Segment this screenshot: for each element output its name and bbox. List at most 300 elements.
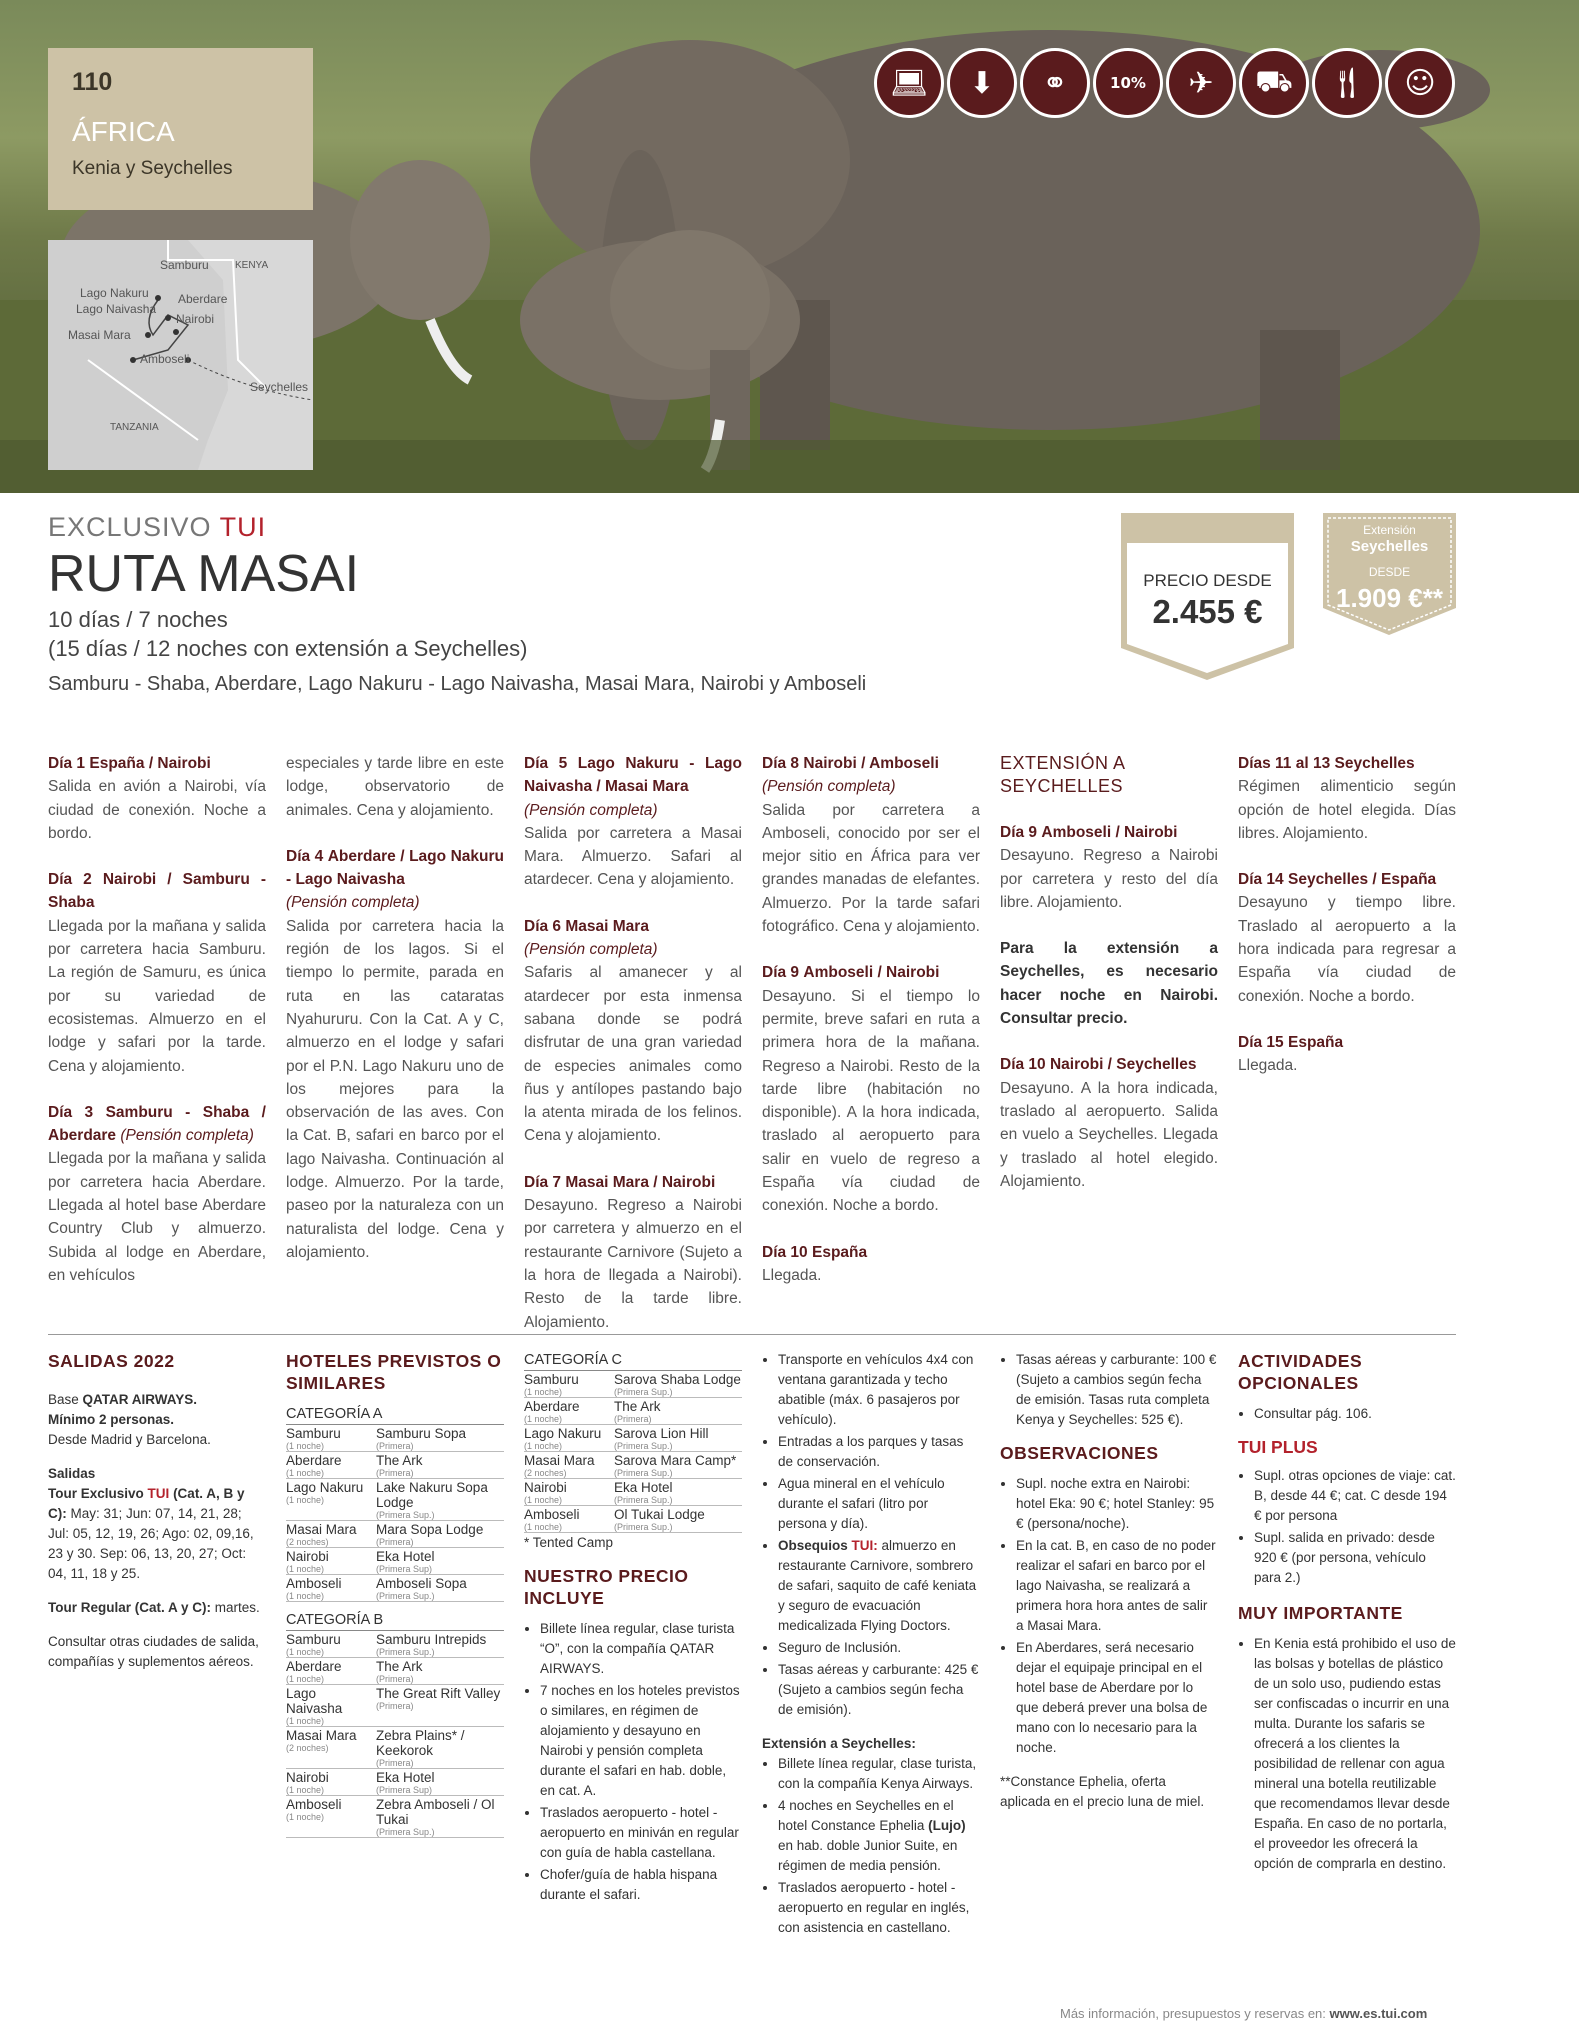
location-name: Samburu bbox=[524, 1372, 579, 1387]
board-type: (Pensión completa) bbox=[286, 894, 420, 912]
hotel-name-cell bbox=[376, 1479, 504, 1521]
day-heading: Día 2 bbox=[48, 871, 92, 889]
hotel-category: (Primera Sup.) bbox=[614, 1495, 673, 1505]
price-label: PRECIO DESDE bbox=[1143, 571, 1272, 590]
includes-list-3 bbox=[762, 1536, 980, 1636]
hotel-name: Lake Nakuru Sopa Lodge bbox=[376, 1480, 488, 1510]
important-list bbox=[1238, 1634, 1456, 1874]
hotel-name: The Ark bbox=[376, 1453, 423, 1468]
hotel-row bbox=[524, 1425, 742, 1452]
subregion-label: Kenia y Seychelles bbox=[72, 158, 233, 179]
ext-price-value: 1.909 €** bbox=[1336, 583, 1443, 613]
hotel-row bbox=[524, 1506, 742, 1533]
nights: (1 noche) bbox=[286, 1785, 325, 1795]
day-heading: Día 15 bbox=[1238, 1033, 1284, 1051]
board-type: (Pensión completa) bbox=[524, 941, 658, 959]
hotel-name: Mara Sopa Lodge bbox=[376, 1522, 484, 1537]
list-item: • Agua mineral en el vehículo durante el safari (litro por persona y día). bbox=[778, 1474, 980, 1534]
hotel-location bbox=[286, 1575, 376, 1602]
exclusive-label bbox=[48, 512, 266, 543]
day-text: especiales y tarde libre en este lodge, observatorio de animales. Cena y alojamiento. bbox=[286, 755, 504, 819]
hotel-name: Zebra Amboseli / Ol Tukai bbox=[376, 1797, 495, 1827]
hotel-name-cell bbox=[376, 1769, 504, 1796]
itinerary-col-1 bbox=[48, 752, 266, 1310]
col-4-bottom bbox=[762, 1350, 980, 1940]
hotel-category: (Primera Sup.) bbox=[376, 1827, 435, 1837]
hotel-location bbox=[286, 1631, 376, 1658]
day-text: Llegada por la mañana y salida por carretera hacia Aberdare. Llegada al hotel base Aberdare Country Club y almuerzo. Subida al lodge en Aberdare, en vehículos bbox=[48, 1150, 266, 1284]
day-text: Salida por carretera a Masai Mara. Almuerzo. Safari al atardecer. Cena y alojamiento. bbox=[524, 824, 742, 889]
nights: (1 noche) bbox=[286, 1441, 325, 1451]
hotel-name: Ol Tukai Lodge bbox=[614, 1507, 705, 1522]
airline: QATAR AIRWAYS. bbox=[82, 1392, 198, 1407]
list-item: • Billete línea regular, clase turista “O”, con la compañía QATAR AIRWAYS. bbox=[540, 1619, 742, 1679]
hotel-row bbox=[286, 1796, 504, 1838]
day-title: Nairobi / Samburu - Shaba bbox=[48, 871, 266, 912]
observations-title: OBSERVACIONES bbox=[1000, 1443, 1159, 1463]
map-label: Nairobi bbox=[176, 312, 215, 326]
important-title: MUY IMPORTANTE bbox=[1238, 1603, 1403, 1623]
hotel-name: Samburu Intrepids bbox=[376, 1632, 487, 1647]
nights: (1 noche) bbox=[286, 1564, 325, 1574]
col-3-bottom bbox=[524, 1350, 742, 1907]
day-text: Salida por carretera hacia la región de los lagos. Si el tiempo lo permite, parada en ruta en las cataratas Nyahururu. Con la Cat. A y C, almuerzo en el lodge y safari por el P.N. Lago Nakuru uno de los mejores para la observación de las aves. Con la Cat. B, safari en barco por el lago Naivasha. Continuación al lodge. Almuerzo. Por la tarde, paseo por la naturaleza con un naturalista del lodge. Cena y alojamiento. bbox=[286, 917, 504, 1261]
includes-list-4 bbox=[762, 1638, 980, 1720]
day-heading: Día 8 bbox=[762, 755, 800, 772]
day-title: España / Nairobi bbox=[89, 755, 211, 772]
activities-title: ACTIVIDADES OPCIONALES bbox=[1238, 1351, 1363, 1393]
location-name: Amboseli bbox=[286, 1797, 342, 1812]
hotel-category: (Primera Sup.) bbox=[376, 1510, 435, 1520]
taxes-list bbox=[1000, 1350, 1218, 1430]
hotel-name: Sarova Shaba Lodge bbox=[614, 1372, 741, 1387]
hotel-table-c bbox=[524, 1371, 742, 1533]
hotel-category: (Primera Sup) bbox=[376, 1785, 433, 1795]
day-text: Desayuno. Regreso a Nairobi por carretera y resto del día libre. Alojamiento. bbox=[1000, 847, 1218, 911]
nights: (1 noche) bbox=[286, 1591, 325, 1601]
list-item: • Consultar pág. 106. bbox=[1254, 1404, 1456, 1424]
hotel-row bbox=[524, 1398, 742, 1425]
hotel-row bbox=[286, 1769, 504, 1796]
map-label: Aberdare bbox=[178, 292, 228, 306]
itinerary-col-2 bbox=[286, 752, 504, 1287]
hotel-name: Sarova Lion Hill bbox=[614, 1426, 709, 1441]
constance-note: **Constance Ephelia, oferta aplicada en el precio luna de miel. bbox=[1000, 1774, 1205, 1809]
hotel-name-cell bbox=[614, 1479, 742, 1506]
location-name: Samburu bbox=[286, 1426, 341, 1441]
hotel-name-cell bbox=[376, 1727, 504, 1769]
location-name: Lago Nakuru bbox=[524, 1426, 602, 1441]
activities-list bbox=[1238, 1404, 1456, 1424]
day-text: Régimen alimenticio según opción de hotel elegida. Días libres. Alojamiento. bbox=[1238, 778, 1456, 842]
gifts-brand: TUI: bbox=[851, 1538, 878, 1553]
day-text: Desayuno. Regreso a Nairobi por carretera y almuerzo en el restaurante Carnivore (Sujeto a la hora de llegada a Nairobi). Resto de la tarde libre. Alojamiento. bbox=[524, 1197, 742, 1331]
board-type: (Pensión completa) bbox=[762, 778, 896, 796]
gifts-label: Obsequios bbox=[778, 1538, 848, 1553]
footer-link[interactable]: www.es.tui.com bbox=[1329, 2006, 1428, 2021]
map-label: Seychelles bbox=[250, 380, 309, 394]
hotel-name: Amboseli Sopa bbox=[376, 1576, 467, 1591]
day-text: Llegada. bbox=[1238, 1057, 1298, 1075]
list-item: • Traslados aeropuerto - hotel - aeropuerto en regular en inglés, con asistencia en castellano. bbox=[778, 1878, 980, 1938]
day-heading: Día 10 bbox=[762, 1243, 808, 1261]
day-title: Nairobi / Amboseli bbox=[803, 755, 939, 772]
map-label: Samburu bbox=[160, 258, 209, 272]
list-item: • Supl. noche extra en Nairobi: hotel Eka: 90 €; hotel Stanley: 95 € (persona/noche). bbox=[1016, 1474, 1218, 1534]
day-title: Masai Mara bbox=[565, 917, 649, 935]
map-label: Lago Nakuru bbox=[80, 286, 149, 300]
hotel-name-cell bbox=[376, 1575, 504, 1602]
download-icon: ⬇ bbox=[947, 48, 1017, 118]
tour-label: Tour Exclusivo bbox=[48, 1486, 144, 1501]
hotel-name: The Great Rift Valley bbox=[376, 1686, 501, 1701]
base-label: Base bbox=[48, 1392, 79, 1407]
location-name: Masai Mara bbox=[286, 1522, 357, 1537]
hotel-category: (Primera Sup.) bbox=[614, 1387, 673, 1397]
hotels-section bbox=[286, 1350, 504, 1838]
day-heading: Día 7 bbox=[524, 1173, 562, 1191]
day-text: Salida en avión a Nairobi, vía ciudad de conexión. Noche a bordo. bbox=[48, 778, 266, 842]
cutlery-icon: 🍴︎ bbox=[1312, 48, 1382, 118]
day-heading: Día 6 bbox=[524, 917, 562, 935]
hotel-row bbox=[524, 1371, 742, 1398]
day-heading: Día 9 bbox=[1000, 824, 1038, 841]
gifts-text: almuerzo en restaurante Carnivore, sombrero de safari, saquito de café keniata y seguro de evacuación medicalizada Flying Doctors. bbox=[778, 1538, 977, 1633]
other-cities-note: Consultar otras ciudades de salida, compañías y suplementos aéreos. bbox=[48, 1634, 259, 1669]
nights: (1 noche) bbox=[524, 1522, 563, 1532]
list-item: • Entradas a los parques y tasas de conservación. bbox=[778, 1432, 980, 1472]
hotel-category: (Primera Sup.) bbox=[614, 1468, 673, 1478]
jeep-icon: ⛟ bbox=[1239, 48, 1309, 118]
hotel-location bbox=[286, 1479, 376, 1521]
nights: (1 noche) bbox=[524, 1495, 563, 1505]
ext-text: en hab. doble Junior Suite, en régimen de media pensión. bbox=[778, 1838, 958, 1873]
location-name: Lago Naivasha bbox=[286, 1686, 343, 1716]
hotel-location bbox=[524, 1371, 614, 1398]
list-item: • 7 noches en los hoteles previstos o similares, en régimen de alojamiento y desayuno en Nairobi y pensión completa durante el safari en hab. doble, en cat. A. bbox=[540, 1681, 742, 1801]
hotel-row bbox=[524, 1452, 742, 1479]
hotel-category: (Primera) bbox=[376, 1468, 414, 1478]
includes-title: NUESTRO PRECIO INCLUYE bbox=[524, 1566, 689, 1608]
category-b-label: CATEGORÍA B bbox=[286, 1610, 504, 1631]
map-label: Masai Mara bbox=[68, 328, 131, 342]
hotel-name: The Ark bbox=[376, 1659, 423, 1674]
hotel-location bbox=[286, 1769, 376, 1796]
tui-smile-icon: ☺ bbox=[1385, 48, 1455, 118]
day-title: España bbox=[1287, 1033, 1344, 1051]
list-item: • Tasas aéreas y carburante: 100 € (Sujeto a cambios según fecha de emisión. Tasas ruta completa Kenya y Seychelles: 525 €). bbox=[1016, 1350, 1218, 1430]
list-item: • En Kenia está prohibido el uso de las bolsas y botellas de plástico de un solo uso, pudiendo estas ser confiscadas o incurrir en una multa. Durante los safaris se ofrecerá a los clientes la posibilidad de rellenar con agua mineral una botella reutilizable que recomendamos llevar desde España. En caso de no portarla, el proveedor les ofrecerá la opción de comprarla en destino. bbox=[1254, 1634, 1456, 1874]
hotel-location bbox=[286, 1727, 376, 1769]
hotel-location bbox=[286, 1548, 376, 1575]
nights: (1 noche) bbox=[286, 1495, 325, 1505]
day-text: Safaris al amanecer y al atardecer por esta inmensa sabana donde se podrá disfrutar de una gran variedad de especies animales como ñus y antílopes pastando bajo la atenta mirada de los felinos. Cena y alojamiento. bbox=[524, 964, 742, 1145]
route: Samburu - Shaba, Aberdare, Lago Nakuru - Lago Naivasha, Masai Mara, Nairobi y Amboseli bbox=[48, 673, 867, 695]
day-text: Desayuno. A la hora indicada, traslado al aeropuerto. Salida en vuelo a Seychelles. Llegada y traslado al hotel elegido. Alojamiento. bbox=[1000, 1079, 1218, 1190]
day-text: Desayuno. Si el tiempo lo permite, breve safari en ruta a primera hora de la mañana. Regreso a Nairobi. Resto de la tarde libre (habitación no disponible). A la hora indicada, traslado al aeropuerto para salir en vuelo de regreso a España vía ciudad de conexión. Noche a bordo. bbox=[762, 987, 980, 1215]
hotel-name: The Ark bbox=[614, 1399, 661, 1414]
col-6-bottom bbox=[1238, 1350, 1456, 1876]
hotel-name-cell bbox=[376, 1796, 504, 1838]
hotel-name-cell bbox=[376, 1425, 504, 1452]
nights: (1 noche) bbox=[524, 1387, 563, 1397]
day-heading: Día 9 bbox=[762, 964, 800, 982]
list-item: • Tasas aéreas y carburante: 425 € (Sujeto a cambios según fecha de emisión). bbox=[778, 1660, 980, 1720]
day-title: España bbox=[811, 1243, 868, 1261]
includes-list-2 bbox=[762, 1350, 980, 1534]
day-heading: Día 3 bbox=[48, 1103, 94, 1121]
day-title: Nairobi / Seychelles bbox=[1049, 1056, 1197, 1074]
ext-label-2: Seychelles bbox=[1350, 538, 1429, 555]
hotel-name-cell bbox=[376, 1685, 504, 1727]
list-item bbox=[778, 1536, 980, 1636]
hotel-location bbox=[286, 1685, 376, 1727]
nights: (2 noches) bbox=[286, 1743, 329, 1753]
regular-tour-days: martes. bbox=[214, 1600, 260, 1615]
hotel-row bbox=[286, 1575, 504, 1602]
page-title: RUTA MASAI bbox=[48, 545, 360, 603]
tour-brand: TUI bbox=[147, 1486, 170, 1501]
location-name: Nairobi bbox=[524, 1480, 567, 1495]
nights: (1 noche) bbox=[286, 1674, 325, 1684]
nights: (1 noche) bbox=[286, 1468, 325, 1478]
price-value: 2.455 € bbox=[1152, 593, 1263, 630]
day-title: Lago Nakuru - Lago Naivasha / Masai Mara bbox=[524, 755, 742, 796]
location-name: Masai Mara bbox=[524, 1453, 595, 1468]
hotel-name: Eka Hotel bbox=[376, 1770, 435, 1785]
hotel-row bbox=[286, 1521, 504, 1548]
observations-list bbox=[1000, 1474, 1218, 1758]
list-item: • En la cat. B, en caso de no poder realizar el safari en barco por el lago Naivasha, se realizará a primera hora hora antes de salir a Masai Mara. bbox=[1016, 1536, 1218, 1636]
hotel-row bbox=[286, 1658, 504, 1685]
location-name: Aberdare bbox=[286, 1659, 342, 1674]
hotel-row bbox=[286, 1685, 504, 1727]
hotel-category: (Primera Sup.) bbox=[376, 1647, 435, 1657]
departure-dates: May: 31; Jun: 07, 14, 21, 28; Jul: 05, 12, 19, 26; Ago: 02, 09,16, 23 y 30. Sep: 06, 13, 20, 27; Oct: 04, 11, 18 y 25. bbox=[48, 1506, 254, 1581]
day-text: Desayuno y tiempo libre. Traslado al aeropuerto a la hora indicada para regresar a España vía ciudad de conexión. Noche a bordo. bbox=[1238, 894, 1456, 1005]
day-heading: Día 10 bbox=[1000, 1056, 1046, 1074]
itinerary-col-3 bbox=[524, 752, 742, 1357]
extension-note: Para la extensión a Seychelles, es necesario hacer noche en Nairobi. Consultar precio. bbox=[1000, 940, 1218, 1028]
footer-text: Más información, presupuestos y reservas en: bbox=[1060, 2006, 1326, 2021]
hotel-name-cell bbox=[376, 1631, 504, 1658]
discount-label: 10% bbox=[1110, 74, 1146, 92]
nights: (1 noche) bbox=[286, 1716, 325, 1726]
nights: (1 noche) bbox=[286, 1647, 325, 1657]
hotel-table-a bbox=[286, 1425, 504, 1602]
day-heading: Día 14 bbox=[1238, 871, 1284, 889]
map-label: Amboseli bbox=[140, 352, 190, 366]
hotel-category: (Primera) bbox=[376, 1701, 414, 1711]
col-5-bottom bbox=[1000, 1350, 1218, 1826]
day-text: Salida por carretera a Amboseli, conocido por ser el mejor sitio en África para ver grandes manadas de elefantes. Almuerzo. Por la tarde safari fotográfico. Cena y alojamiento. bbox=[762, 801, 980, 936]
hotel-name-cell bbox=[376, 1548, 504, 1575]
departures-section bbox=[48, 1350, 266, 1686]
day-title: Seychelles bbox=[1334, 755, 1415, 772]
hotel-name: Zebra Plains* / Keekorok bbox=[376, 1728, 465, 1758]
hotel-name: Samburu Sopa bbox=[376, 1426, 467, 1441]
hotel-row bbox=[286, 1425, 504, 1452]
board-type: (Pensión completa) bbox=[120, 1127, 254, 1145]
extension-includes-list bbox=[762, 1754, 980, 1938]
exclusive-text: EXCLUSIVO bbox=[48, 512, 212, 542]
hotel-row bbox=[286, 1727, 504, 1769]
page-tag bbox=[48, 48, 313, 210]
hotel-row bbox=[286, 1479, 504, 1521]
hotel-location bbox=[286, 1521, 376, 1548]
hotel-category: (Primera) bbox=[614, 1414, 652, 1424]
day-title: Amboseli / Nairobi bbox=[1041, 824, 1178, 841]
list-item: • Supl. salida en privado: desde 920 € (por persona, vehículo para 2.) bbox=[1254, 1528, 1456, 1588]
hotel-table-b bbox=[286, 1631, 504, 1838]
includes-list bbox=[524, 1619, 742, 1905]
feature-icons bbox=[874, 48, 1455, 118]
hotel-name-cell bbox=[614, 1425, 742, 1452]
list-item: • Billete línea regular, clase turista, con la compañía Kenya Airways. bbox=[778, 1754, 980, 1794]
location-name: Samburu bbox=[286, 1632, 341, 1647]
page-number: 110 bbox=[72, 68, 113, 96]
hotel-name: Eka Hotel bbox=[376, 1549, 435, 1564]
day-heading: Día 5 bbox=[524, 755, 568, 772]
hotel-name-cell bbox=[614, 1398, 742, 1425]
location-name: Nairobi bbox=[286, 1549, 329, 1564]
nights: (2 noches) bbox=[286, 1537, 329, 1547]
hotel-category: (Primera Sup.) bbox=[614, 1441, 673, 1451]
day-title: Masai Mara / Nairobi bbox=[565, 1173, 716, 1191]
map-label: KENYA bbox=[235, 260, 269, 271]
hotel-location bbox=[524, 1425, 614, 1452]
laptop-icon: 💻︎ bbox=[874, 48, 944, 118]
list-item: • Chofer/guía de habla hispana durante el safari. bbox=[540, 1865, 742, 1905]
board-type: (Pensión completa) bbox=[524, 801, 658, 819]
hotel-category: (Primera Sup.) bbox=[614, 1522, 673, 1532]
hotel-name-cell bbox=[376, 1521, 504, 1548]
day-text: Llegada. bbox=[762, 1266, 822, 1284]
duration: 10 días / 7 noches bbox=[48, 607, 228, 632]
hotel-row bbox=[524, 1479, 742, 1506]
hotel-category: (Primera Sup.) bbox=[376, 1591, 435, 1601]
list-item: • Supl. otras opciones de viaje: cat. B, desde 44 €; cat. C desde 194 € por persona bbox=[1254, 1466, 1456, 1526]
hotel-location bbox=[524, 1506, 614, 1533]
hotel-category: (Primera) bbox=[376, 1441, 414, 1451]
hotel-location bbox=[524, 1479, 614, 1506]
hotel-row bbox=[286, 1548, 504, 1575]
plane-medical-icon: ✈ bbox=[1166, 48, 1236, 118]
nights: (1 noche) bbox=[524, 1414, 563, 1424]
hotel-name-cell bbox=[614, 1506, 742, 1533]
location-name: Amboseli bbox=[524, 1507, 580, 1522]
nights: (1 noche) bbox=[524, 1441, 563, 1451]
nights: (2 noches) bbox=[524, 1468, 567, 1478]
tour-cats: (Cat. A, B y C): bbox=[48, 1486, 245, 1521]
extension-price-badge bbox=[1323, 513, 1456, 635]
footer bbox=[1060, 2006, 1427, 2021]
regular-tour-label: Tour Regular (Cat. A y C): bbox=[48, 1600, 212, 1615]
day-heading: Día 4 bbox=[286, 847, 324, 865]
location-name: Nairobi bbox=[286, 1770, 329, 1785]
nights: (1 noche) bbox=[286, 1812, 325, 1822]
route-map bbox=[48, 240, 313, 470]
location-name: Masai Mara bbox=[286, 1728, 357, 1743]
hotel-location bbox=[286, 1425, 376, 1452]
extension-includes-title: Extensión a Seychelles: bbox=[762, 1736, 916, 1751]
min-people: Mínimo 2 personas. bbox=[48, 1412, 175, 1427]
region-label: ÁFRICA bbox=[72, 116, 175, 147]
hotel-category: (Primera) bbox=[376, 1758, 414, 1768]
category-c-label: CATEGORÍA C bbox=[524, 1350, 742, 1371]
tented-note: * Tented Camp bbox=[524, 1535, 614, 1550]
day-heading: Día 1 bbox=[48, 755, 86, 772]
hotel-category: (Primera) bbox=[376, 1674, 414, 1684]
location-name: Aberdare bbox=[286, 1453, 342, 1468]
ext-label-3: DESDE bbox=[1368, 565, 1411, 579]
hotel-category: (Primera Sup) bbox=[376, 1564, 433, 1574]
hotel-category: (Primera) bbox=[376, 1537, 414, 1547]
ext-text: 4 noches en Seychelles en el hotel Constance Ephelia bbox=[778, 1798, 954, 1833]
map-label: Lago Naivasha bbox=[76, 302, 157, 316]
hotel-location bbox=[524, 1452, 614, 1479]
day-heading: Días 11 al 13 bbox=[1238, 755, 1331, 772]
hotel-location bbox=[286, 1452, 376, 1479]
hotel-row bbox=[286, 1631, 504, 1658]
day-text: Llegada por la mañana y salida por carretera hacia Samburu. La región de Samuru, es única por su variedad de ecosistemas. Almuerzo en el lodge y safari por la tarde. Cena y alojamiento. bbox=[48, 917, 266, 1075]
section-divider bbox=[48, 1334, 1456, 1335]
extension-title: EXTENSIÓN A SEYCHELLES bbox=[1000, 753, 1125, 796]
location-name: Aberdare bbox=[524, 1399, 580, 1414]
ext-label-1: Extensión bbox=[1363, 523, 1416, 537]
duration-extension: (15 días / 12 noches con extensión a Seychelles) bbox=[48, 636, 528, 661]
brand-text: TUI bbox=[219, 512, 267, 542]
list-item bbox=[778, 1796, 980, 1876]
location-name: Amboseli bbox=[286, 1576, 342, 1591]
hotel-location bbox=[286, 1658, 376, 1685]
hotel-location bbox=[524, 1398, 614, 1425]
hotel-row bbox=[286, 1452, 504, 1479]
hotel-name-cell bbox=[614, 1452, 742, 1479]
itinerary-col-4 bbox=[762, 752, 980, 1310]
day-title: Aberdare / Lago Nakuru - Lago Naivasha bbox=[286, 847, 504, 889]
departure-cities: Desde Madrid y Barcelona. bbox=[48, 1432, 211, 1447]
departures-title: SALIDAS 2022 bbox=[48, 1351, 175, 1371]
list-item: • Transporte en vehículos 4x4 con ventana garantizada y techo abatible (máx. 6 pasajeros por vehículo). bbox=[778, 1350, 980, 1430]
ext-category: (Lujo) bbox=[928, 1818, 966, 1833]
location-name: Lago Nakuru bbox=[286, 1480, 364, 1495]
hotel-name: Eka Hotel bbox=[614, 1480, 673, 1495]
itinerary-col-5 bbox=[1000, 752, 1218, 1216]
hotel-name-cell bbox=[376, 1452, 504, 1479]
map-label: TANZANIA bbox=[110, 422, 159, 433]
hotels-title: HOTELES PREVISTOS O SIMILARES bbox=[286, 1351, 502, 1393]
price-badge bbox=[1121, 513, 1294, 680]
hotel-name-cell bbox=[376, 1658, 504, 1685]
discount-10-icon bbox=[1093, 48, 1163, 118]
list-item: • Traslados aeropuerto - hotel - aeropuerto en miniván en regular con guía de habla castellana. bbox=[540, 1803, 742, 1863]
tui-plus-list bbox=[1238, 1466, 1456, 1588]
hotel-name: Sarova Mara Camp* bbox=[614, 1453, 737, 1468]
hotel-location bbox=[286, 1796, 376, 1838]
category-a-label: CATEGORÍA A bbox=[286, 1404, 504, 1425]
day-title: Amboseli / Nairobi bbox=[803, 964, 940, 982]
tui-plus-title: TUI PLUS bbox=[1238, 1437, 1318, 1457]
day-title: Seychelles / España bbox=[1287, 871, 1437, 889]
day-title: Samburu - Shaba / Aberdare bbox=[48, 1103, 266, 1145]
rings-icon: ⚭ bbox=[1020, 48, 1090, 118]
list-item: • Seguro de Inclusión. bbox=[778, 1638, 980, 1658]
departures-label: Salidas bbox=[48, 1466, 96, 1481]
list-item: • En Aberdares, será necesario dejar el equipaje principal en el hotel base de Aberdare por lo que deberá prever una bolsa de mano con lo necesario para la noche. bbox=[1016, 1638, 1218, 1758]
hotel-name-cell bbox=[614, 1371, 742, 1398]
itinerary-col-6 bbox=[1238, 752, 1456, 1101]
